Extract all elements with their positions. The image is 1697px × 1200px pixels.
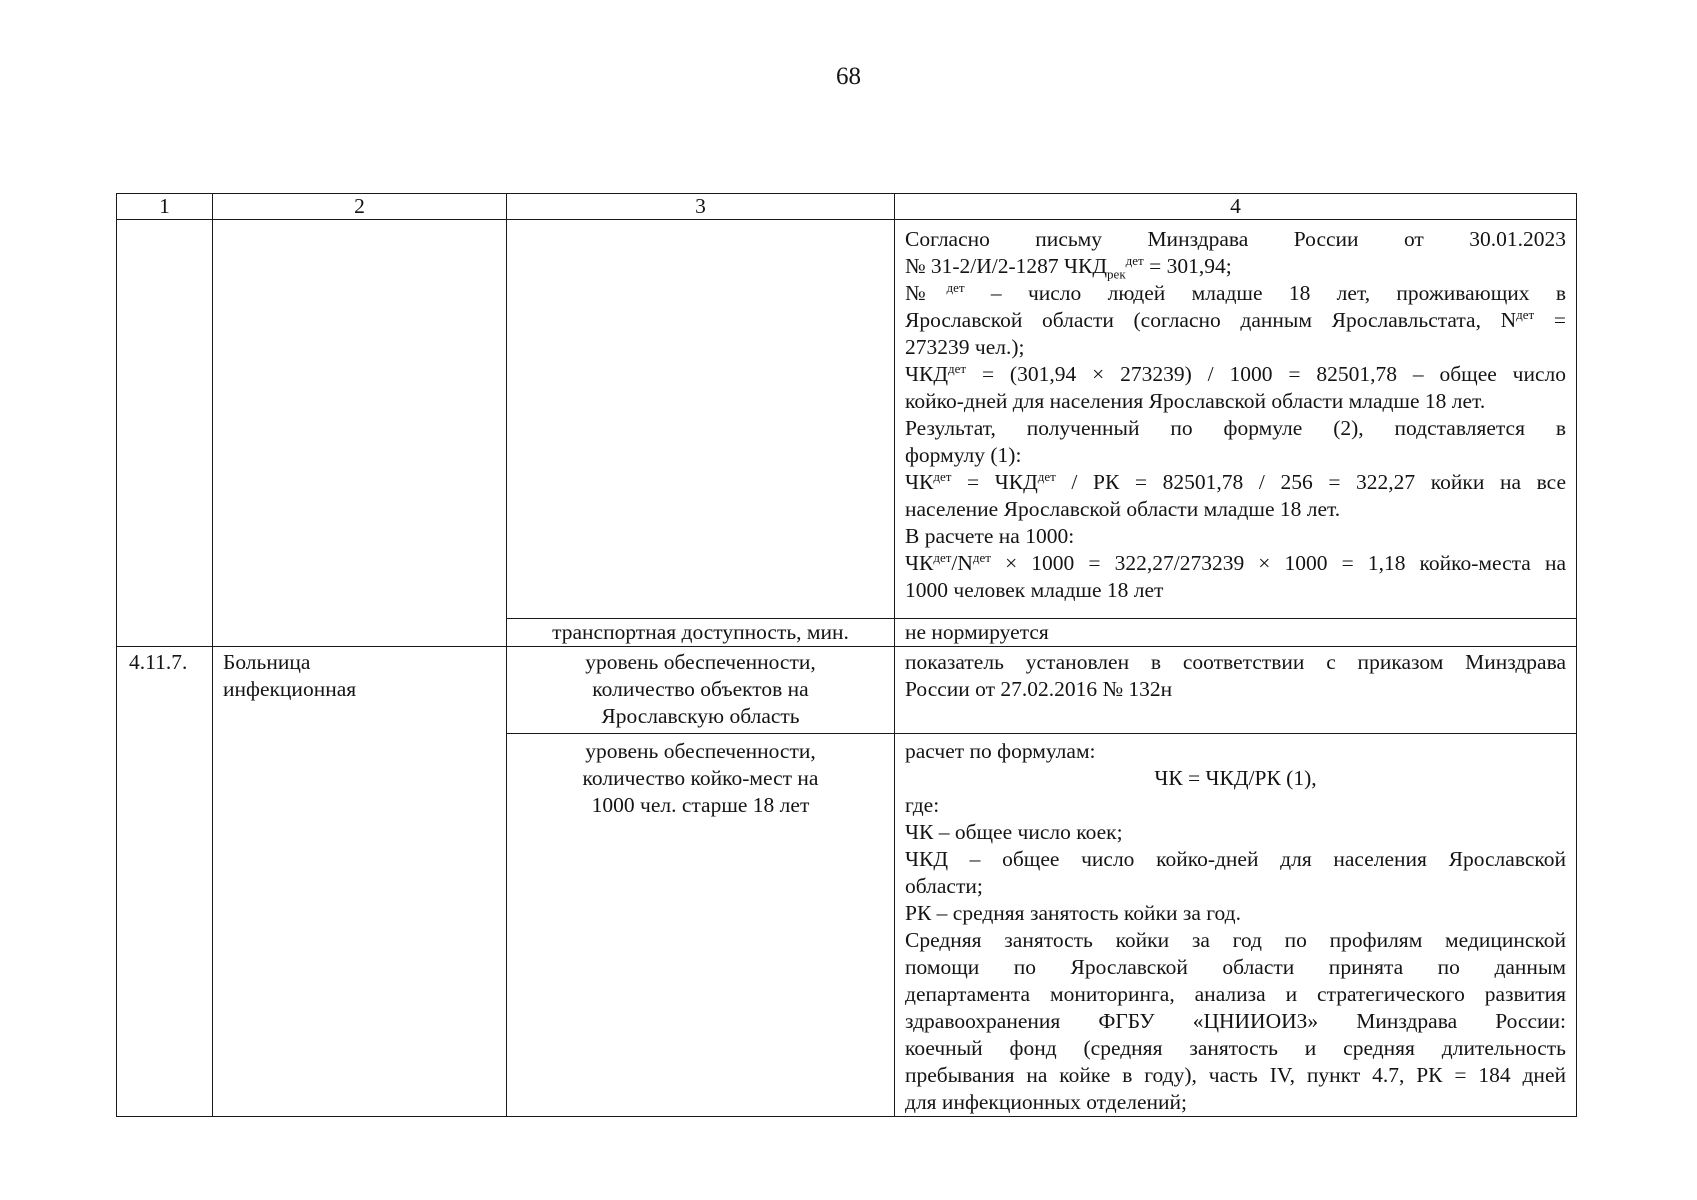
header-row <box>117 194 1577 220</box>
text-line: России от 27.02.2016 № 132н <box>905 677 1173 701</box>
text-line: Ярославской области (согласно данным Ярославльстата, $N^{дет}$ = <box>905 306 1567 332</box>
text-line: ЧК – общее число коек; <box>905 820 1123 844</box>
text-line: Средняя занятость койки за год по профилям медицинской <box>905 928 1566 952</box>
table-row-hospital-objects <box>117 647 1577 734</box>
text-line: $ЧК^{дет}/N^{дет} \times 1000 = 322,27/273239 \times 1000 = 1,18$ койко-места на <box>905 549 1566 575</box>
cell-code: 4.11.7. <box>117 647 213 1117</box>
text-line: уровень обеспеченности, <box>585 650 816 674</box>
text-line: показатель установлен в соответствии с приказом Минздрава <box>905 650 1566 674</box>
header-col-3: 3 <box>507 194 895 220</box>
text-line: расчет по формулам: <box>905 739 1096 763</box>
text-line: формулу (1): <box>905 443 1022 467</box>
cell-indicator-beds <box>507 734 895 1117</box>
cell-calculation-children <box>895 220 1577 619</box>
text-line: пребывания на койке в году), часть IV, пункт 4.7, РК = 184 дней <box>905 1063 1566 1087</box>
cell-facility-name <box>213 647 507 1117</box>
text-line: Больница <box>223 650 311 674</box>
text-line: койко-дней для населения Ярославской области младше 18 лет. <box>905 389 1486 413</box>
text-line: В расчете на 1000: <box>905 524 1075 548</box>
text-line: № 31-2/И/2-1287 $ЧКД_{рек}^{дет} = 301,94$; <box>905 252 1232 282</box>
cell-value-beds <box>895 734 1577 1117</box>
text-line: коечный фонд (средняя занятость и средняя длительность <box>905 1036 1566 1060</box>
text-line: $ЧК^{дет} = ЧКД^{дет}$ / РК = 82501,78 / 256 = 322,27 койки на все <box>905 468 1566 494</box>
standards-table <box>116 193 1577 1117</box>
cell-transport-indicator: транспортная доступность, мин. <box>507 619 895 647</box>
cell-transport-value: не нормируется <box>895 619 1577 647</box>
text-line: ЧКД – общее число койко-дней для населения Ярославской <box>905 847 1566 871</box>
text-line: уровень обеспеченности, <box>585 739 816 763</box>
text-line: 1000 чел. старше 18 лет <box>591 793 810 817</box>
text-line: количество объектов на <box>592 677 809 701</box>
text-line: области; <box>905 874 983 898</box>
header-col-1: 1 <box>117 194 213 220</box>
text-line: Ярославскую область <box>601 704 800 728</box>
header-col-2: 2 <box>213 194 507 220</box>
cell-value-objects <box>895 647 1577 734</box>
text-line: здравоохранения ФГБУ «ЦНИИОИЗ» Минздрава России: <box>905 1009 1566 1033</box>
formula-line: ЧК = ЧКД/РК (1), <box>1154 766 1317 790</box>
text-line: население Ярославской области младше 18 лет. <box>905 497 1341 521</box>
cell-indicator-objects <box>507 647 895 734</box>
text-line: помощи по Ярославской области принята по данным <box>905 955 1566 979</box>
text-line: Результат, полученный по формуле (2), подставляется в <box>905 416 1566 440</box>
table-row-continuation <box>117 220 1577 619</box>
cell-name-empty <box>213 220 507 647</box>
cell-code-empty <box>117 220 213 647</box>
text-line: где: <box>905 793 940 817</box>
text-line: Согласно письму Минздрава России от 30.01.2023 <box>905 227 1566 251</box>
text-line: 273239 чел.); <box>905 335 1025 359</box>
text-line: количество койко-мест на <box>582 766 819 790</box>
text-line: департамента мониторинга, анализа и стратегического развития <box>905 982 1566 1006</box>
text-line: инфекционная <box>223 677 357 701</box>
text-line: 1000 человек младше 18 лет <box>905 578 1164 602</box>
text-line: для инфекционных отделений; <box>905 1090 1188 1114</box>
page-number: 68 <box>836 63 861 90</box>
text-line: №$^{дет}$ – число людей младше 18 лет, проживающих в <box>905 279 1567 305</box>
text-line: РК – средняя занятость койки за год. <box>905 901 1241 925</box>
header-col-4: 4 <box>895 194 1577 220</box>
cell-indicator-empty <box>507 220 895 619</box>
text-line: $ЧКД^{дет} = (301,94 \times 273239) / 1000 = 82501,78$ – общее число <box>905 360 1566 386</box>
